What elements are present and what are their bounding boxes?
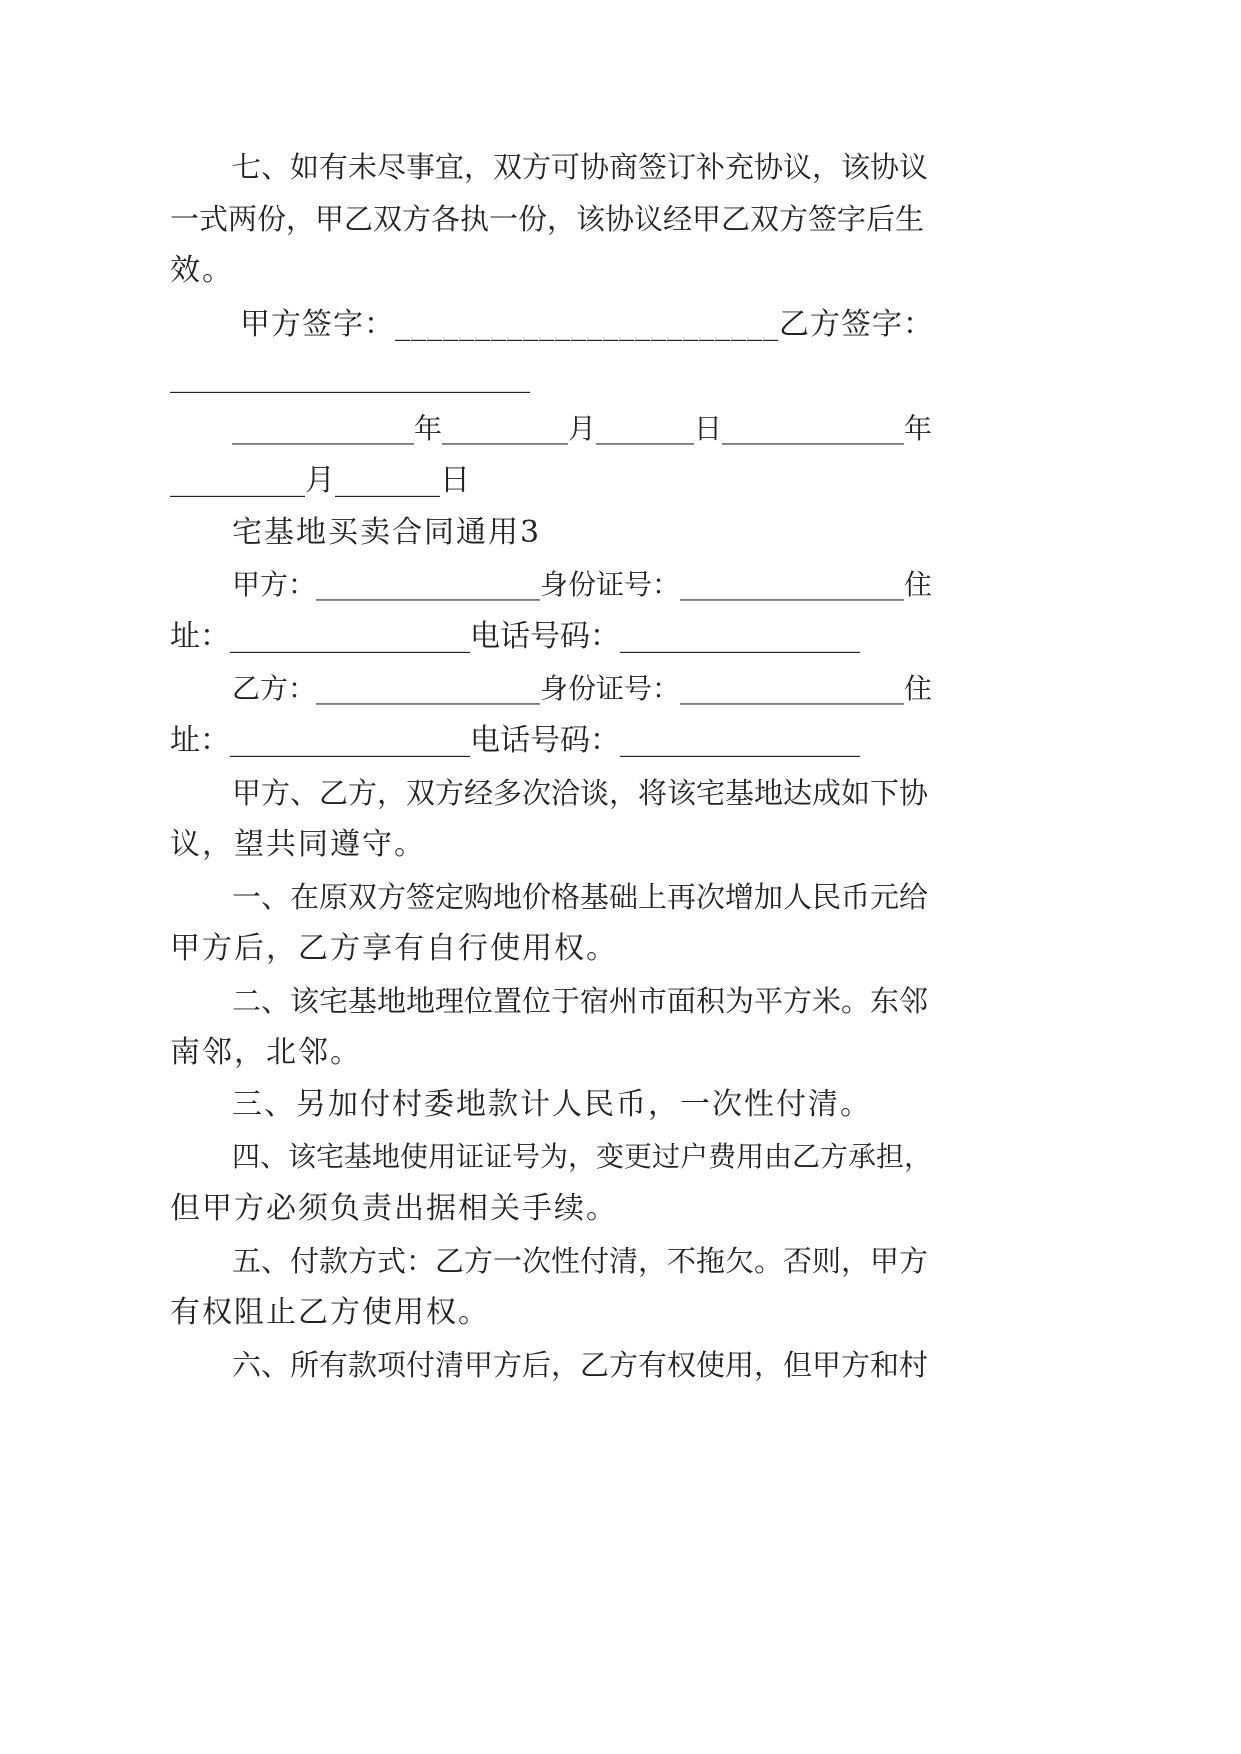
clause-5-line-2: 有权阻止乙方使用权。	[170, 1295, 490, 1330]
clause-7-line-3: 效。	[170, 253, 234, 288]
clause-7-line-2: 一式两份，甲乙双方各执一份，该协议经甲乙双方签字后生	[170, 202, 925, 236]
clause-2-line-1: 二、该宅基地地理位置位于宿州市面积为平方米。东邻	[232, 984, 929, 1018]
clause-4-line-1: 四、该宅基地使用证证号为，变更过户费用由乙方承担，	[232, 1140, 933, 1173]
intro-line-1: 甲方、乙方，双方经多次洽谈，将该宅基地达成如下协	[232, 776, 929, 810]
date-line-1: _____________年_________月_______日_____________年	[232, 412, 933, 445]
signature-line-2: ________________________	[170, 359, 530, 394]
date-line-2: _________月_______日	[170, 463, 470, 498]
clause-1-line-1: 一、在原双方签定购地价格基础上再次增加人民币元给	[232, 880, 929, 914]
intro-line-2: 议，望共同遵守。	[170, 827, 426, 862]
clause-6-line-1: 六、所有款项付清甲方后，乙方有权使用，但甲方和村	[232, 1348, 929, 1382]
party-a-line-1: 甲方：________________身份证号：________________住	[232, 568, 933, 601]
party-a-line-2: 址：________________电话号码：________________	[170, 619, 860, 654]
clause-5-line-1: 五、付款方式：乙方一次性付清，不拖欠。否则，甲方	[232, 1244, 929, 1278]
clause-4-line-2: 但甲方必须负责出据相关手续。	[170, 1191, 618, 1226]
section-heading: 宅基地买卖合同通用3	[232, 515, 542, 550]
signature-line-1: 甲方签字：________________________乙方签字：	[240, 307, 934, 342]
party-b-line-2: 址：________________电话号码：________________	[170, 723, 860, 758]
clause-1-line-2: 甲方后，乙方享有自行使用权。	[170, 931, 618, 966]
clause-7-line-1: 七、如有未尽事宜，双方可协商签订补充协议，该协议	[232, 150, 929, 184]
clause-2-line-2: 南邻，北邻。	[170, 1035, 362, 1070]
clause-3-line-1: 三、另加付村委地款计人民币，一次性付清。	[232, 1087, 872, 1122]
party-b-line-1: 乙方：________________身份证号：________________住	[232, 672, 933, 705]
